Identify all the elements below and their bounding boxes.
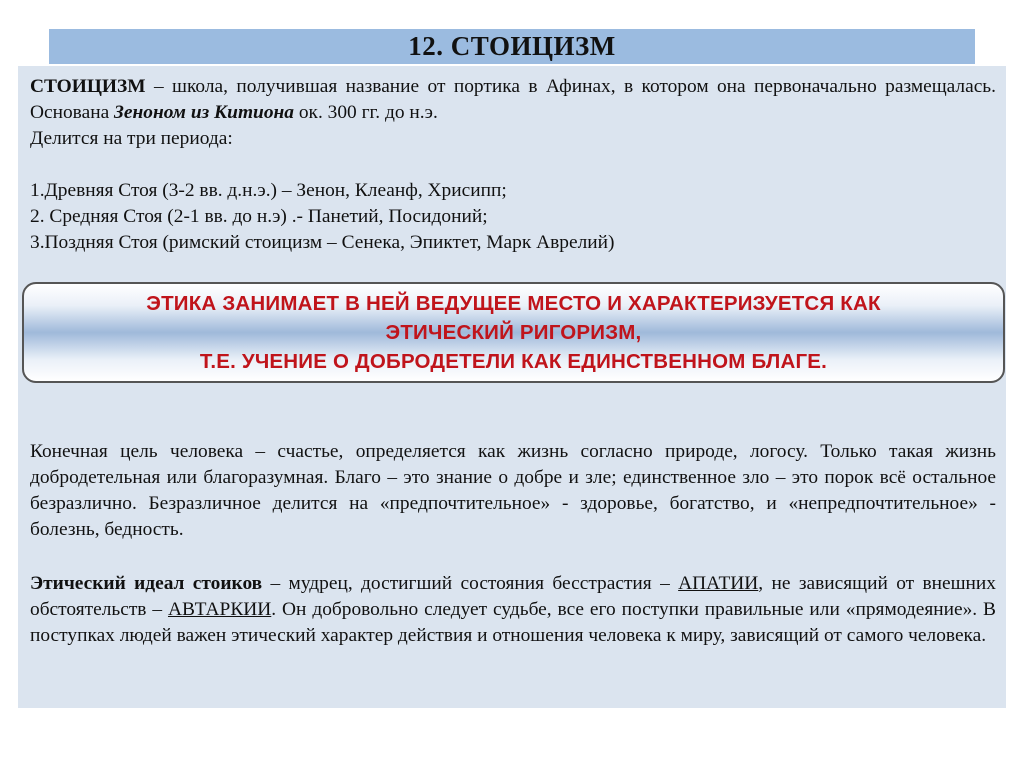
apathy-term: АПАТИИ (678, 573, 759, 594)
ideal-paragraph (30, 571, 996, 649)
period-item: 1.Древняя Стоя (3-2 вв. д.н.э.) – Зенон, Клеанф, Хрисипп; (30, 180, 507, 201)
periods-heading: Делится на три периода: (30, 128, 233, 149)
intro-text-1: – школа, получившая название от портика в Афинах, в котором она первоначально размещалась. Основана (30, 76, 996, 123)
autarky-term: АВТАРКИИ (167, 599, 272, 620)
highlight-line: Т.Е. УЧЕНИЕ О ДОБРОДЕТЕЛИ КАК ЕДИНСТВЕННОМ БЛАГЕ. (199, 350, 828, 373)
stoicism-term: СТОИЦИЗМ (30, 76, 146, 97)
intro-paragraph (30, 74, 996, 152)
founder-name: Зеноном из Китиона (114, 102, 294, 123)
ideal-term: Этический идеал стоиков (30, 573, 263, 594)
ideal-text-1: – мудрец, достигший состояния бесстрастия – (262, 573, 679, 594)
title-bar (49, 29, 975, 64)
ideal-text-3: . Он добровольно следует судьбе, все его поступки правильные или «прямодеяние». В поступках людей важен этический характер действия и отношения человека к миру, зависящий от самого человека. (30, 599, 996, 646)
ethics-highlight-ribbon (22, 282, 1005, 383)
ideal-text-2: , не зависящий от внешних обстоятельств – (30, 573, 996, 620)
slide-title: 12. СТОИЦИЗМ (408, 31, 616, 61)
period-item: 3.Поздняя Стоя (римский стоицизм – Сенека, Эпиктет, Марк Аврелий) (30, 232, 615, 253)
highlight-line: ЭТИЧЕСКИЙ РИГОРИЗМ, (385, 321, 642, 344)
period-item: 2. Средняя Стоя (2-1 вв. до н.э) .- Панетий, Посидоний; (30, 206, 488, 227)
periods-list (30, 178, 996, 256)
highlight-line: ЭТИКА ЗАНИМАЕТ В НЕЙ ВЕДУЩЕЕ МЕСТО И ХАРАКТЕРИЗУЕТСЯ КАК (146, 292, 881, 315)
content-panel (18, 66, 1006, 708)
intro-text-2: ок. 300 гг. до н.э. (293, 102, 438, 123)
goal-paragraph: Конечная цель человека – счастье, определяется как жизнь согласно природе, логосу. Только такая жизнь добродетельная или благоразумная. Благо – это знание о добре и зле; единственное зло – это порок всё остальное безразлично. Безразличное делится на «предпочтительное» - здоровье, богатство, и «непредпочтительное» - болезнь, бедность. (30, 441, 996, 540)
